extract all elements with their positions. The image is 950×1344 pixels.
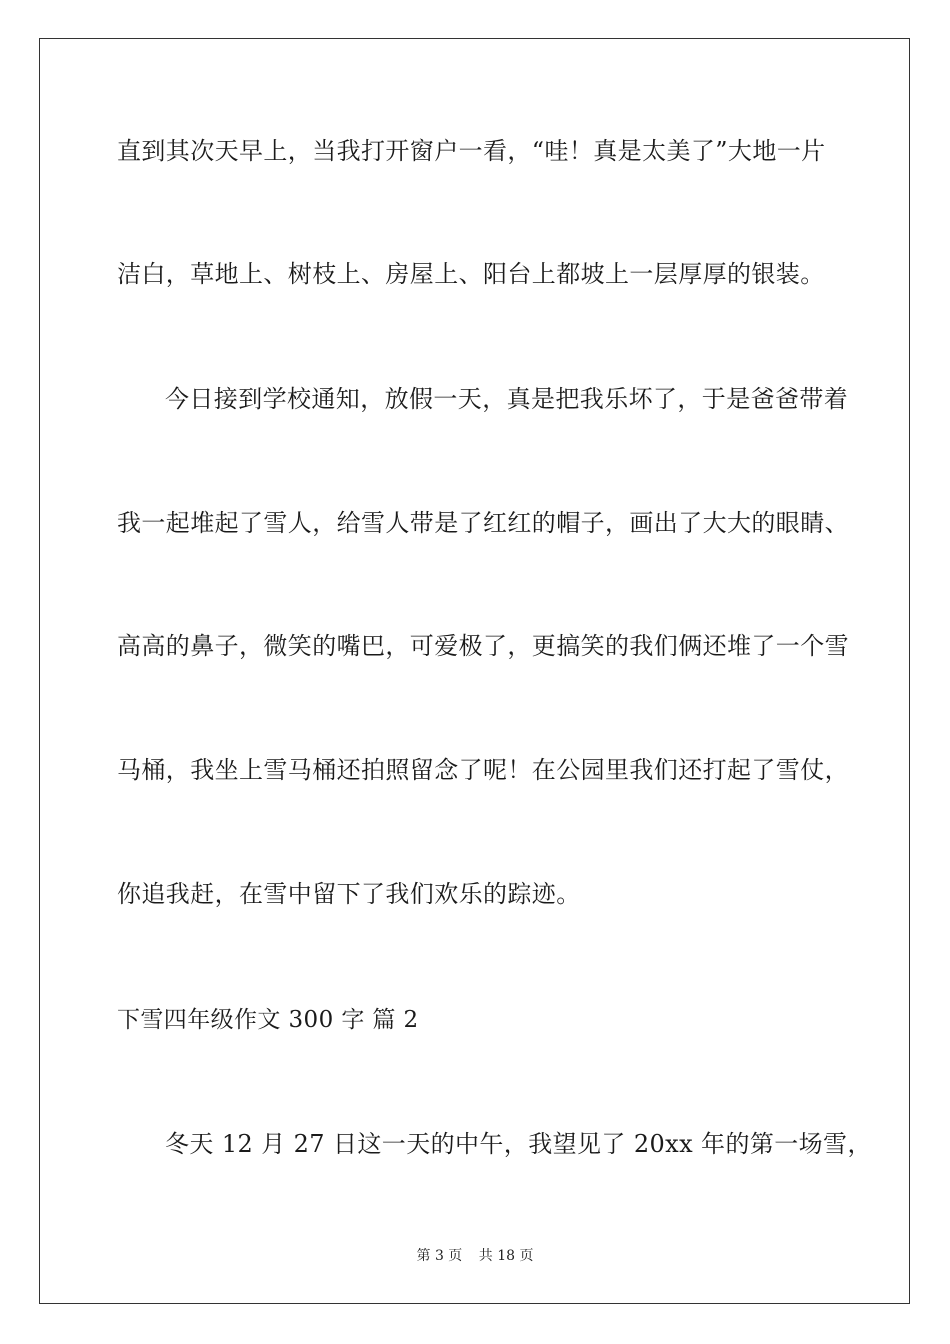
paragraph-line: 直到其次天早上，当我打开窗户一看，“哇！真是太美了”大地一片	[117, 137, 826, 165]
page-total: 共 18 页	[478, 1248, 534, 1264]
page-footer	[0, 1247, 950, 1265]
page-border	[39, 38, 910, 1304]
paragraph-line: 你追我赶，在雪中留下了我们欢乐的踪迹。	[117, 880, 581, 908]
section-heading: 下雪四年级作文 300 字 篇 2	[117, 1007, 419, 1033]
paragraph-line: 高高的鼻子，微笑的嘴巴，可爱极了，更搞笑的我们俩还堆了一个雪	[117, 632, 849, 660]
paragraph-line: 今日接到学校通知，放假一天，真是把我乐坏了，于是爸爸带着	[165, 385, 849, 413]
page-number: 第 3 页	[416, 1248, 463, 1264]
paragraph-line: 冬天 12 月 27 日这一天的中午，我望见了 20xx 年的第一场雪，	[165, 1130, 872, 1158]
paragraph-line: 我一起堆起了雪人，给雪人带是了红红的帽子，画出了大大的眼睛、	[117, 509, 849, 537]
paragraph-line: 洁白，草地上、树枝上、房屋上、阳台上都坡上一层厚厚的银装。	[117, 260, 825, 288]
paragraph-line: 马桶，我坐上雪马桶还拍照留念了呢！在公园里我们还打起了雪仗，	[117, 756, 849, 784]
